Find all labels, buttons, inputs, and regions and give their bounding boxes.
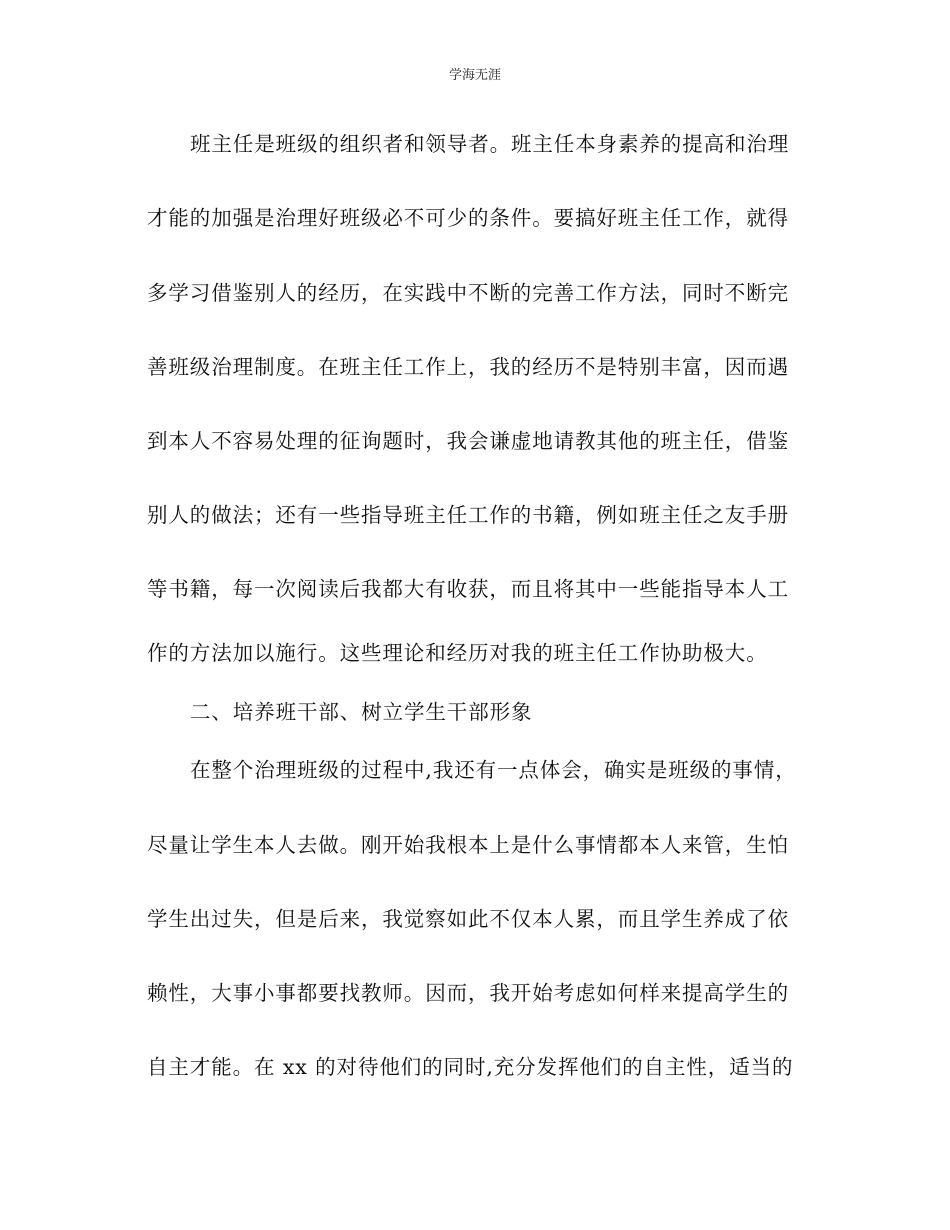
section-heading: 二、培养班干部、树立学生干部形象 [190, 700, 533, 724]
paragraph-line: 尽量让学生本人去做。刚开始我根本上是什么事情都本人来管，生怕 [147, 833, 789, 857]
paragraph-line: 多学习借鉴别人的经历，在实践中不断的完善工作方法，同时不断完 [147, 281, 789, 305]
paragraph-line: 班主任是班级的组织者和领导者。班主任本身素养的提高和治理 [190, 132, 790, 156]
paragraph-line: 才能的加强是治理好班级必不可少的条件。要搞好班主任工作，就得 [147, 206, 789, 230]
paragraph-line: 善班级治理制度。在班主任工作上，我的经历不是特别丰富，因而遇 [147, 355, 789, 379]
paragraph-line: 作的方法加以施行。这些理论和经历对我的班主任工作协助极大。 [147, 641, 768, 665]
paragraph-line: 在整个治理班级的过程中,我还有一点体会，确实是班级的事情， [190, 758, 797, 782]
paragraph-line: 赖性，大事小事都要找教师。因而，我开始考虑如何样来提高学生的 [147, 981, 789, 1005]
page-header: 学海无涯 [448, 68, 501, 83]
paragraph-line: 等书籍，每一次阅读后我都大有收获，而且将其中一些能指导本人工 [147, 577, 789, 601]
paragraph-line: 别人的做法；还有一些指导班主任工作的书籍，例如班主任之友手册 [147, 503, 789, 527]
paragraph-line: 自主才能。在 xx 的对待他们的同时,充分发挥他们的自主性，适当的 [147, 1055, 794, 1079]
paragraph-line: 到本人不容易处理的征询题时，我会谦虚地请教其他的班主任，借鉴 [147, 429, 789, 453]
paragraph-line: 学生出过失，但是后来，我觉察如此不仅本人累，而且学生养成了依 [147, 907, 789, 931]
